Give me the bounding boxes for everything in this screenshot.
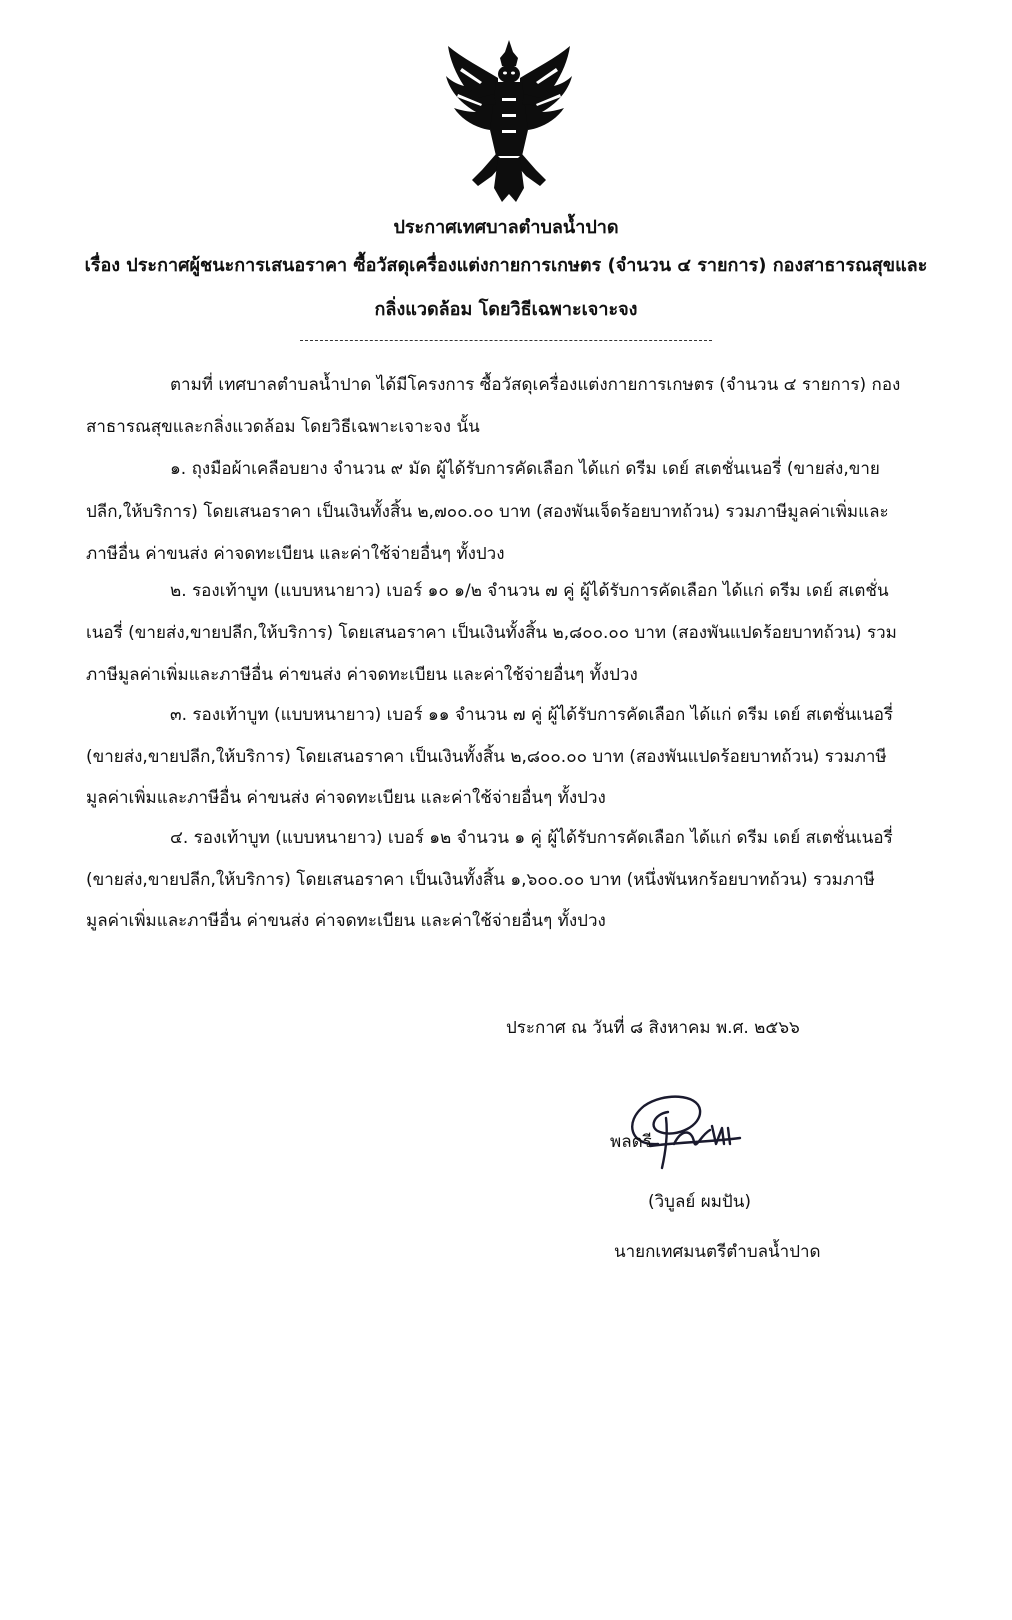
intro-line-2: สาธารณสุขและกลิ่งแวดล้อม โดยวิธีเฉพาะเจาะจง นั้น — [86, 417, 480, 437]
item-4-line-3: มูลค่าเพิ่มและภาษีอื่น ค่าขนส่ง ค่าจดทะเบียน และค่าใช้จ่ายอื่นๆ ทั้งปวง — [86, 911, 606, 931]
item-1-line-2: ปลีก,ให้บริการ) โดยเสนอราคา เป็นเงินทั้งสิ้น ๒,๗๐๐.๐๐ บาท (สองพันเจ็ดร้อยบาทถ้วน) รวมภาษีมูลค่าเพิ่มและ — [86, 502, 889, 522]
signer-position: นายกเทศมนตรีตำบลน้ำปาด — [614, 1242, 821, 1262]
item-2-line-3: ภาษีมูลค่าเพิ่มและภาษีอื่น ค่าขนส่ง ค่าจดทะเบียน และค่าใช้จ่ายอื่นๆ ทั้งปวง — [86, 665, 638, 685]
item-1-line-1: ๑. ถุงมือผ้าเคลือบยาง จำนวน ๙ มัด ผู้ได้รับการคัดเลือก ได้แก่ ดรีม เดย์ สเตชั่นเนอรี่ (ขายส่ง,ขาย — [170, 459, 880, 479]
item-4-line-1: ๔. รองเท้าบูท (แบบหนายาว) เบอร์ ๑๒ จำนวน ๑ คู่ ผู้ได้รับการคัดเลือก ได้แก่ ดรีม เดย์ สเตชั่นเนอรี่ — [170, 828, 893, 848]
signer-name: (วิบูลย์ ผมปัน) — [648, 1192, 751, 1212]
announcement-date: ประกาศ ณ วันที่ ๘ สิงหาคม พ.ศ. ๒๕๖๖ — [506, 1018, 800, 1038]
item-2-line-2: เนอรี่ (ขายส่ง,ขายปลีก,ให้บริการ) โดยเสนอราคา เป็นเงินทั้งสิ้น ๒,๘๐๐.๐๐ บาท (สองพันแปดร้อยบาทถ้วน) รวม — [86, 623, 897, 643]
dashed-divider — [300, 340, 712, 341]
item-3-line-1: ๓. รองเท้าบูท (แบบหนายาว) เบอร์ ๑๑ จำนวน ๗ คู่ ผู้ได้รับการคัดเลือก ได้แก่ ดรีม เดย์ สเตชั่นเนอรี่ — [170, 705, 894, 725]
document-title: ประกาศเทศบาลตำบลน้ำปาด — [393, 217, 619, 238]
item-1-line-3: ภาษีอื่น ค่าขนส่ง ค่าจดทะเบียน และค่าใช้จ่ายอื่นๆ ทั้งปวง — [86, 544, 505, 564]
item-3-line-2: (ขายส่ง,ขายปลีก,ให้บริการ) โดยเสนอราคา เป็นเงินทั้งสิ้น ๒,๘๐๐.๐๐ บาท (สองพันแปดร้อยบาทถ้วน) รวมภาษี — [86, 747, 887, 767]
garuda-emblem-icon — [442, 38, 576, 204]
signer-rank: พลตรี — [610, 1132, 652, 1152]
subject-line-2: กลิ่งแวดล้อม โดยวิธีเฉพาะเจาะจง — [374, 299, 638, 320]
subject-line-1: เรื่อง ประกาศผู้ชนะการเสนอราคา ซื้อวัสดุเครื่องแต่งกายการเกษตร (จำนวน ๔ รายการ) กองสาธารณสุขและ — [84, 255, 928, 276]
intro-line-1: ตามที่ เทศบาลตำบลน้ำปาด ได้มีโครงการ ซื้อวัสดุเครื่องแต่งกายการเกษตร (จำนวน ๔ รายการ) กอง — [170, 375, 901, 395]
item-3-line-3: มูลค่าเพิ่มและภาษีอื่น ค่าขนส่ง ค่าจดทะเบียน และค่าใช้จ่ายอื่นๆ ทั้งปวง — [86, 788, 606, 808]
item-2-line-1: ๒. รองเท้าบูท (แบบหนายาว) เบอร์ ๑๐ ๑/๒ จำนวน ๗ คู่ ผู้ได้รับการคัดเลือก ได้แก่ ดรีม เดย์ สเตชั่น — [170, 581, 889, 601]
item-4-line-2: (ขายส่ง,ขายปลีก,ให้บริการ) โดยเสนอราคา เป็นเงินทั้งสิ้น ๑,๖๐๐.๐๐ บาท (หนึ่งพันหกร้อยบาทถ้วน) รวมภาษี — [86, 870, 875, 890]
